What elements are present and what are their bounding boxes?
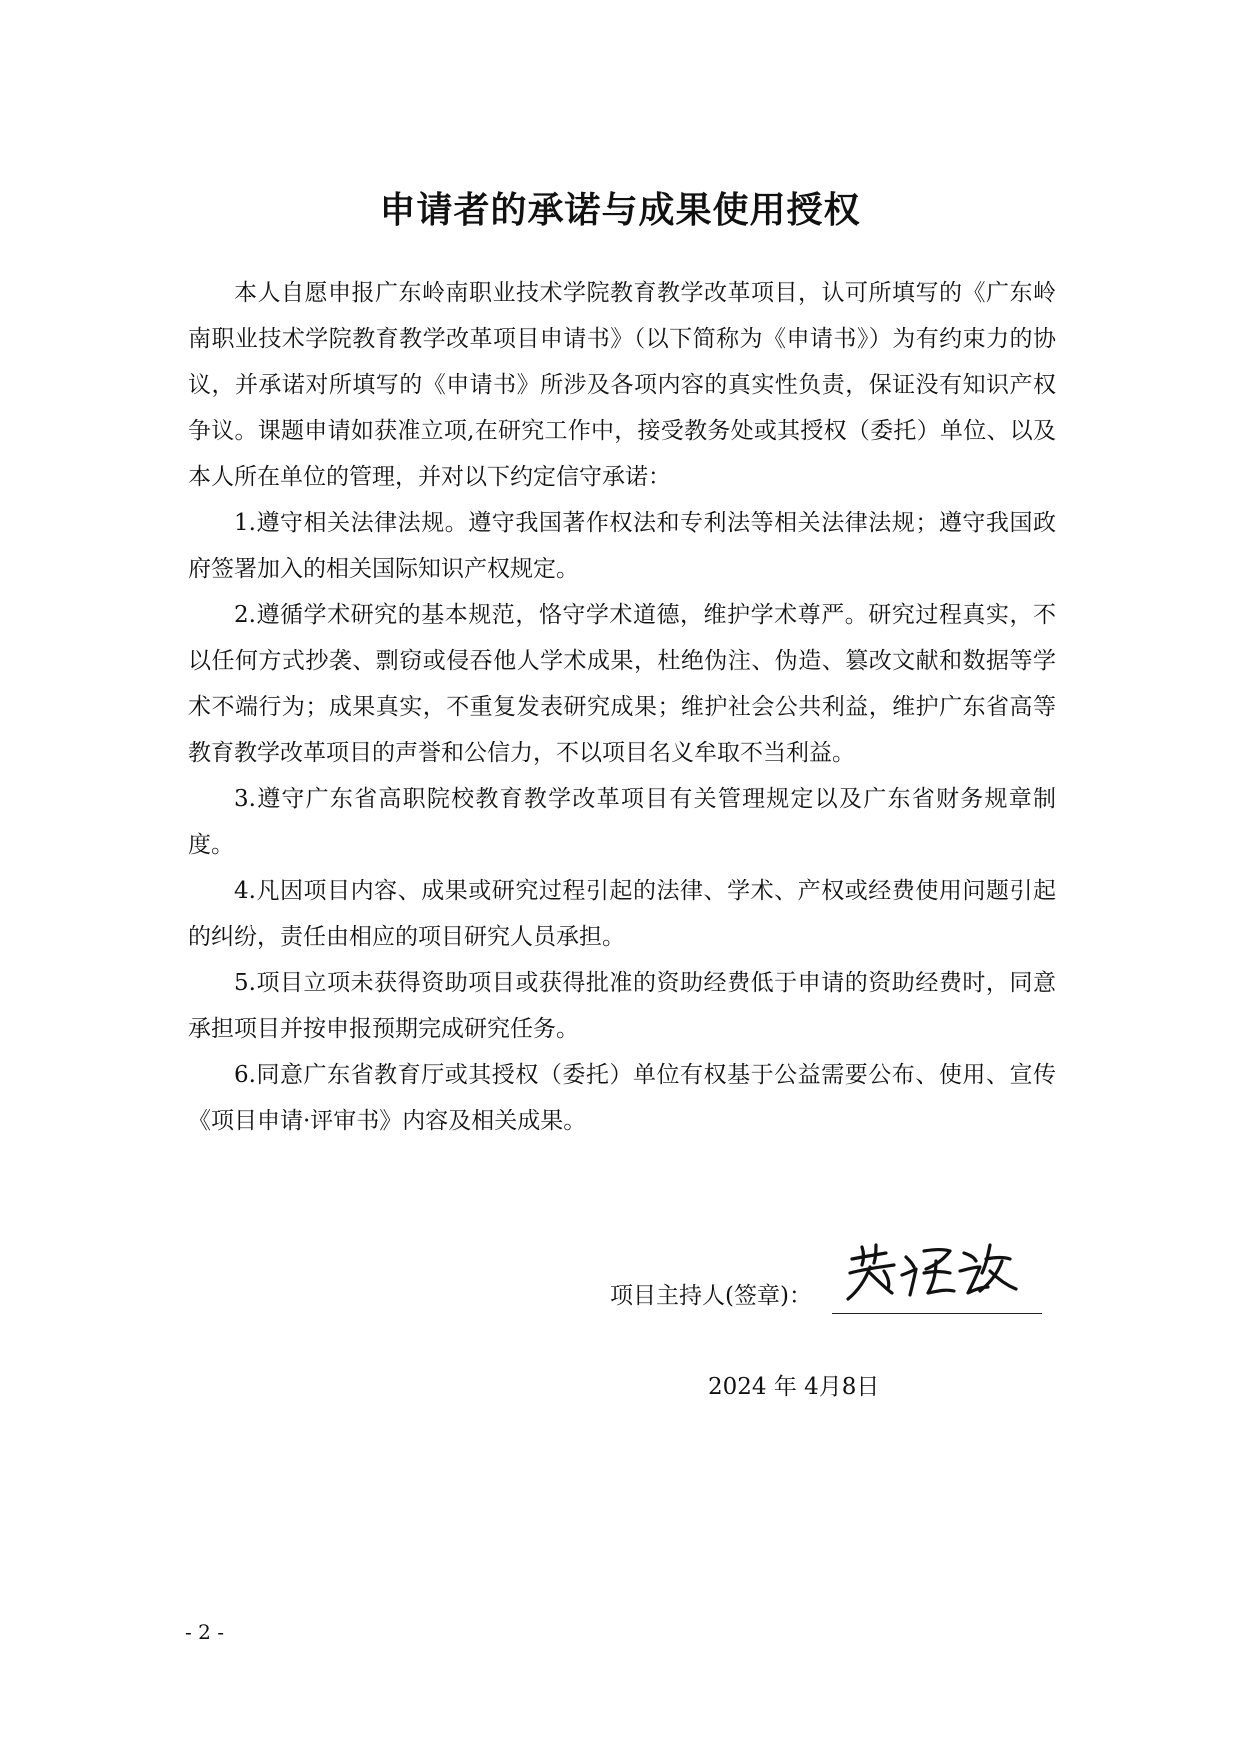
commitment-item-1: 1.遵守相关法律法规。遵守我国著作权法和专利法等相关法律法规；遵守我国政府签署加入的相关国际知识产权规定。 [188, 510, 1056, 582]
page-number: - 2 - [185, 1620, 224, 1644]
commitment-item-5: 5.项目立项未获得资助项目或获得批准的资助经费低于申请的资助经费时，同意承担项目并按申报预期完成研究任务。 [188, 970, 1056, 1042]
intro-paragraph: 本人自愿申报广东岭南职业技术学院教育教学改革项目，认可所填写的《广东岭南职业技术学院教育教学改革项目申请书》（以下简称为《申请书》）为有约束力的协议，并承诺对所填写的《申请书》所涉及各项内容的真实性负责，保证没有知识产权争议。课题申请如获准立项,在研究工作中，接受教务处或其授权（委托）单位、以及本人所在单位的管理，并对以下约定信守承诺： [188, 280, 1056, 490]
page-title: 申请者的承诺与成果使用授权 [379, 190, 861, 231]
commitment-item-3: 3.遵守广东省高职院校教育教学改革项目有关管理规定以及广东省财务规章制度。 [188, 786, 1056, 858]
commitment-item-6: 6.同意广东省教育厅或其授权（委托）单位有权基于公益需要公布、使用、宣传《项目申请·评审书》内容及相关成果。 [188, 1062, 1056, 1134]
commitment-item-2: 2.遵循学术研究的基本规范，恪守学术道德，维护学术尊严。研究过程真实，不以任何方式抄袭、剽窃或侵吞他人学术成果，杜绝伪注、伪造、篡改文献和数据等学术不端行为；成果真实，不重复发表研究成果；维护社会公共利益，维护广东省高等教育教学改革项目的声誉和公信力，不以项目名义牟取不当利益。 [188, 602, 1056, 766]
signature-label: 项目主持人(签章)： [610, 1283, 812, 1309]
handwritten-signature [840, 1237, 1020, 1307]
commitment-body [188, 270, 1056, 1144]
signature-date: 2024 年 4月8日 [708, 1374, 880, 1400]
signature-area [610, 1255, 1080, 1325]
commitment-item-4: 4.凡因项目内容、成果或研究过程引起的法律、学术、产权或经费使用问题引起的纠纷，责任由相应的项目研究人员承担。 [188, 878, 1056, 950]
signature-line [832, 1313, 1042, 1314]
